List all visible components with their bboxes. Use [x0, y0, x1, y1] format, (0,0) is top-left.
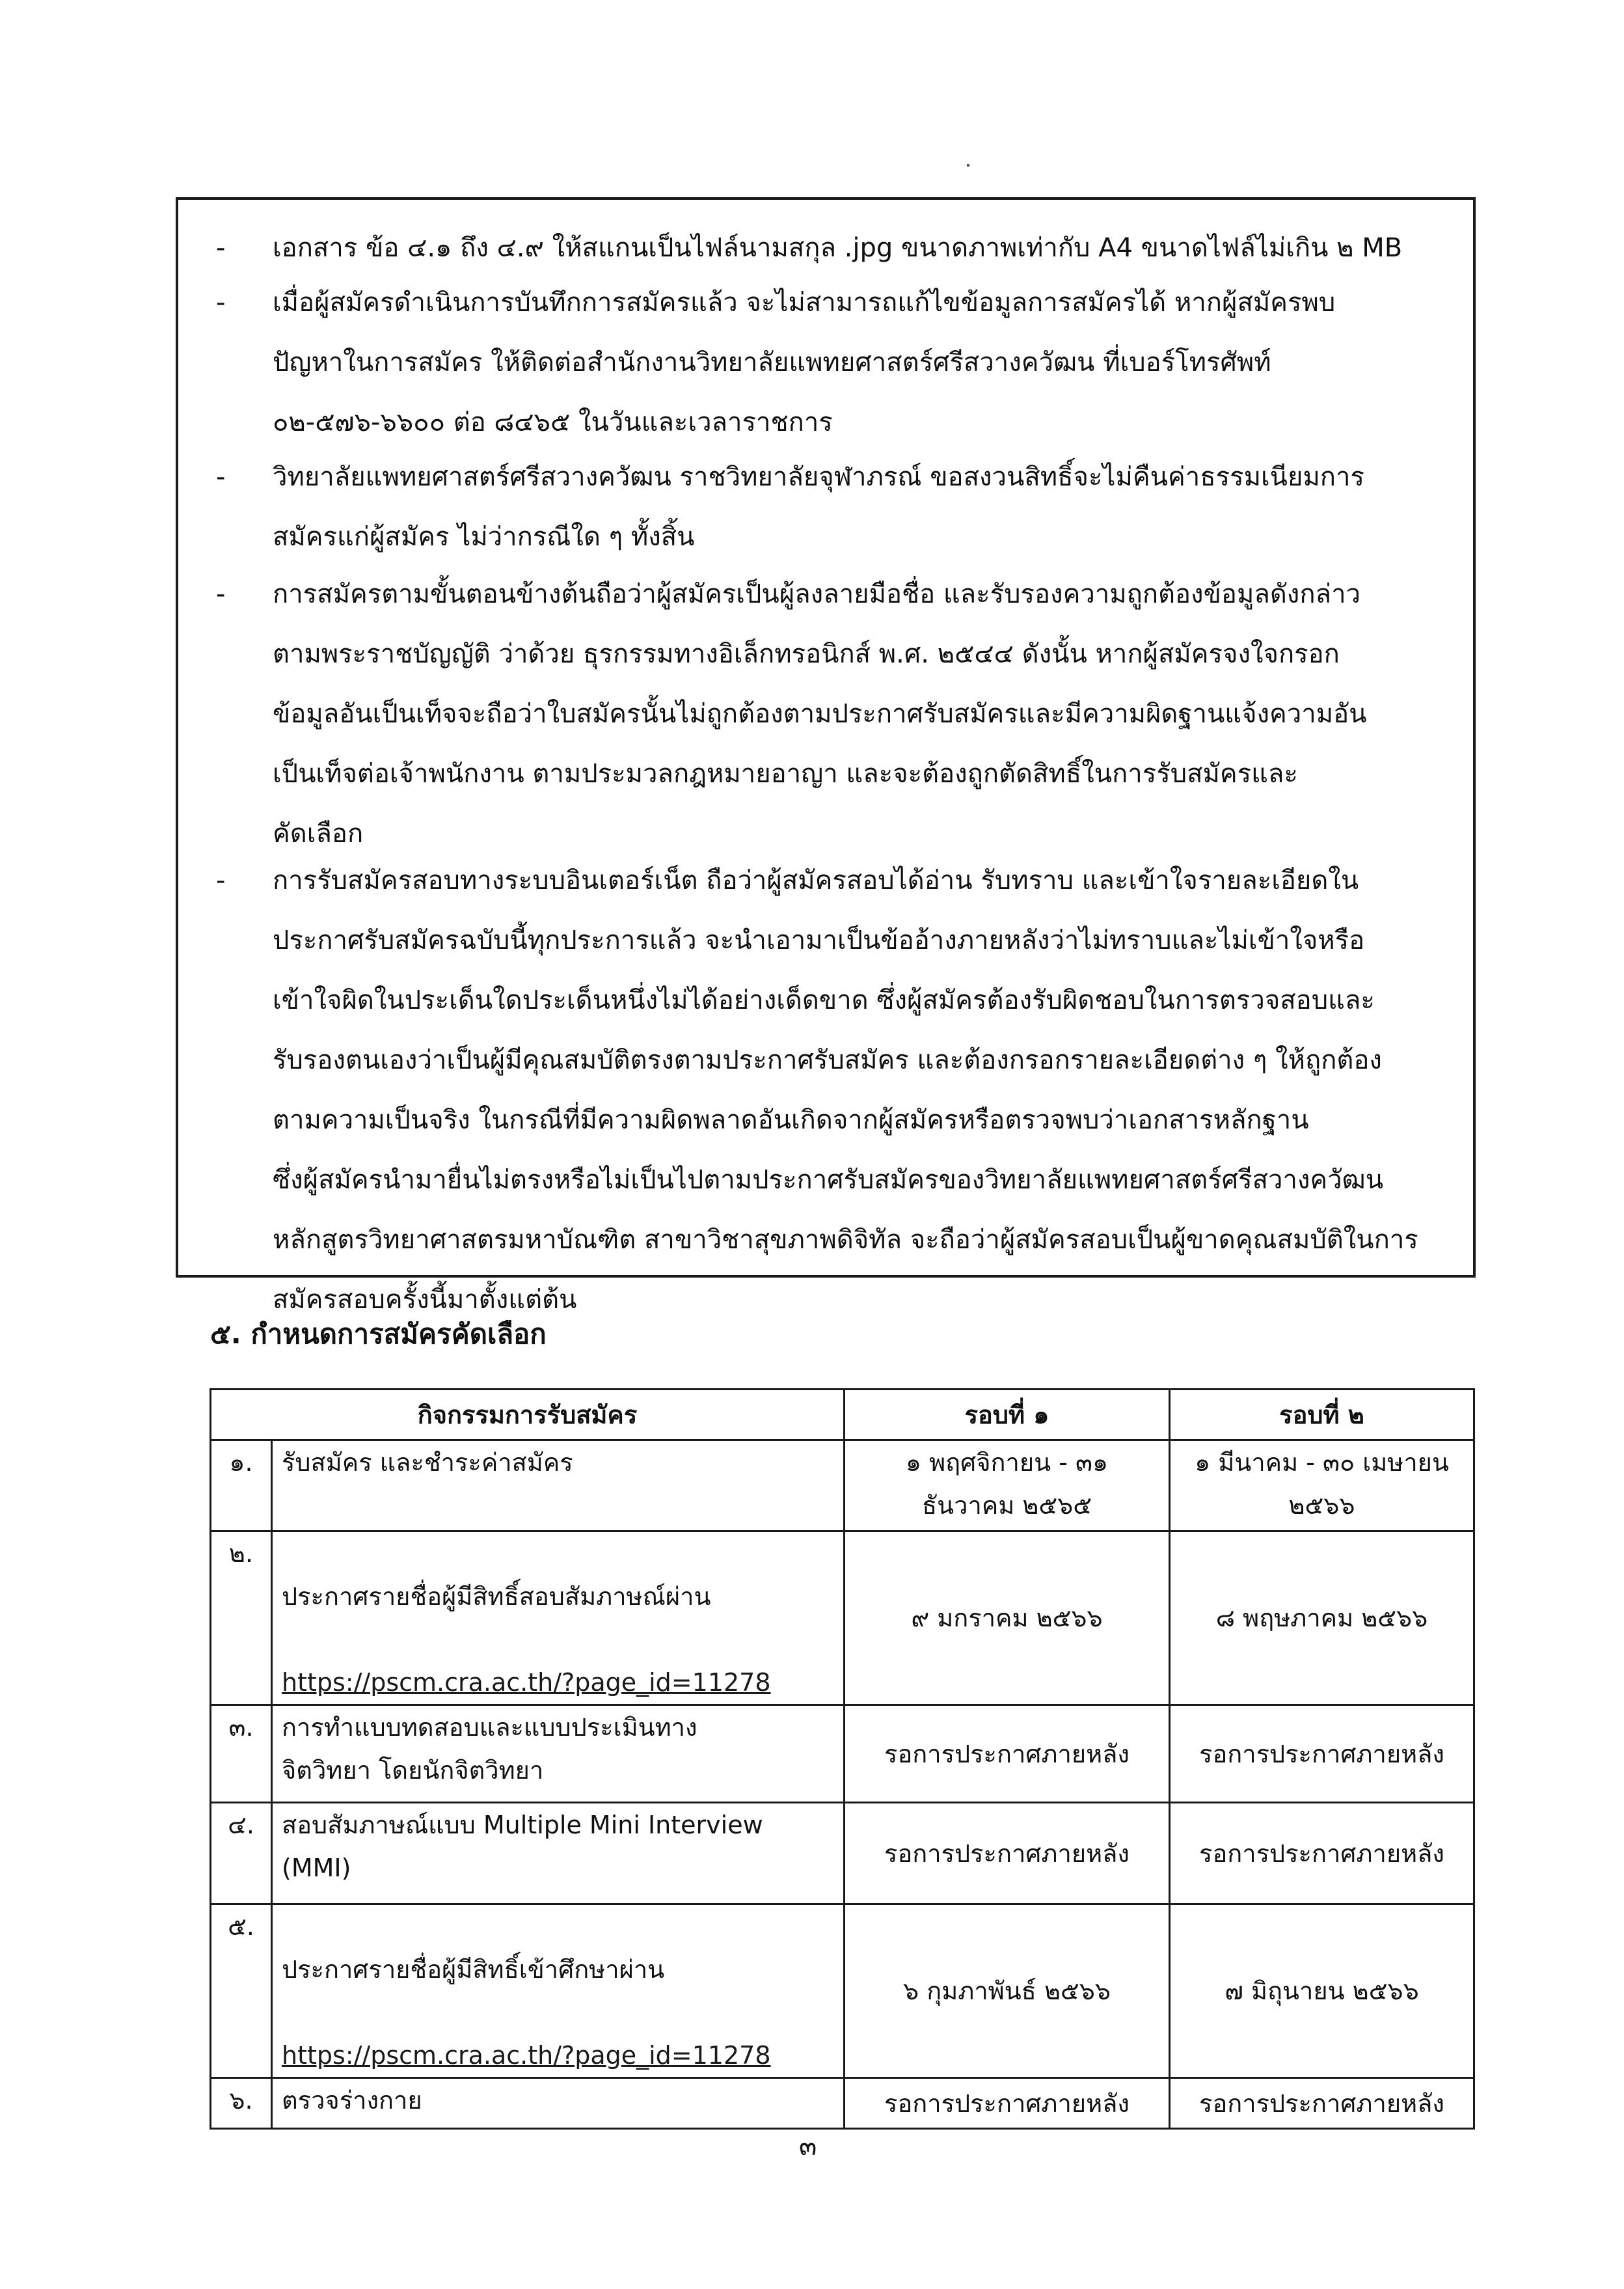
- notes-box: [176, 197, 1476, 1315]
- row-round-1: ๙ มกราคม ๒๕๖๖: [845, 1531, 1170, 1705]
- row-activity: รับสมัคร และชำระค่าสมัคร: [272, 1440, 845, 1531]
- note-text: เมื่อผู้สมัครดำเนินการบันทึกการสมัครแล้ว จะไม่สามารถแก้ไขข้อมูลการสมัครได้ หากผู้สมัครพบ ปัญหาในการสมัคร ให้ติดต่อสำนักงานวิทยาลัยแพทยศาสตร์ศรีสวางควัฒน ที่เบอร์โทรศัพท์ ๐๒-๕๗๖-๖๖๐๐ ต่อ ๘๔๖๕ ในวันและเวลาราชการ: [273, 288, 1336, 437]
- table-row: [211, 1531, 1474, 1705]
- row-round-1: รอการประกาศภายหลัง: [845, 1705, 1170, 1803]
- row-number: ๕.: [211, 1904, 272, 2078]
- scan-speck: [967, 164, 969, 167]
- row-activity: ประกาศรายชื่อผู้มีสิทธิ์เข้าศึกษาผ่าน: [282, 1955, 665, 1984]
- row-round-2: รอการประกาศภายหลัง: [1170, 1705, 1474, 1803]
- row-activity-cell: [272, 1904, 845, 2078]
- note-text: การสมัครตามขั้นตอนข้างต้นถือว่าผู้สมัครเป็นผู้ลงลายมือชื่อ และรับรองความถูกต้องข้อมูลดังกล่าว ตามพระราชบัญญัติ ว่าด้วย ธุรกรรมทางอิเล็กทรอนิกส์ พ.ศ. ๒๕๔๔ ดังนั้น หากผู้สมัครจงใจกรอก ข้อมูลอันเป็นเท็จจะถือว่าใบสมัครนั้นไม่ถูกต้องตามประกาศรับสมัครและมีความผิดฐานแจ้งความอัน เป็นเท็จต่อเจ้าพนักงาน ตามประมวลกฎหมายอาญา และจะต้องถูกตัดสิทธิ์ในการรับสมัครและ คัดเลือก: [273, 579, 1367, 849]
- row-round-2: ๑ มีนาคม - ๓๐ เมษายน ๒๕๖๖: [1170, 1440, 1474, 1531]
- row-round-2: ๘ พฤษภาคม ๒๕๖๖: [1170, 1531, 1474, 1705]
- row-round-1: ๑ พฤศจิกายน - ๓๑ ธันวาคม ๒๕๖๕: [845, 1440, 1170, 1531]
- row-activity: การทำแบบทดสอบและแบบประเมินทาง จิตวิทยา โดยนักจิตวิทยา: [272, 1705, 845, 1803]
- announcement-link[interactable]: https://pscm.cra.ac.th/?page_id=11278: [282, 1668, 771, 1697]
- row-round-2: รอการประกาศภายหลัง: [1170, 1803, 1474, 1904]
- note-text: เอกสาร ข้อ ๔.๑ ถึง ๔.๙ ให้สแกนเป็นไฟล์นามสกุล .jpg ขนาดภาพเท่ากับ A4 ขนาดไฟล์ไม่เกิน ๒ MB: [273, 233, 1403, 263]
- table-row: [211, 2078, 1474, 2129]
- table-row: [211, 1904, 1474, 2078]
- header-round-1: รอบที่ ๑: [845, 1390, 1170, 1440]
- schedule-table: [210, 1388, 1475, 2130]
- row-number: ๖.: [211, 2078, 272, 2129]
- page-number: ๓: [799, 2131, 817, 2161]
- table-row: [211, 1440, 1474, 1531]
- row-activity: ประกาศรายชื่อผู้มีสิทธิ์สอบสัมภาษณ์ผ่าน: [282, 1582, 711, 1611]
- note-bullet: -: [216, 233, 226, 263]
- header-round-2: รอบที่ ๒: [1170, 1390, 1474, 1440]
- note-bullet: -: [216, 579, 226, 609]
- row-round-1: ๖ กุมภาพันธ์ ๒๕๖๖: [845, 1904, 1170, 2078]
- row-round-2: ๗ มิถุนายน ๒๕๖๖: [1170, 1904, 1474, 2078]
- table-row: [211, 1803, 1474, 1904]
- row-round-1: รอการประกาศภายหลัง: [845, 2078, 1170, 2129]
- header-activity: กิจกรรมการรับสมัคร: [211, 1390, 845, 1440]
- row-number: ๒.: [211, 1531, 272, 1705]
- note-bullet: -: [216, 462, 226, 492]
- row-round-1: รอการประกาศภายหลัง: [845, 1803, 1170, 1904]
- table-header-row: [211, 1390, 1474, 1440]
- note-text: วิทยาลัยแพทยศาสตร์ศรีสวางควัฒน ราชวิทยาลัยจุฬาภรณ์ ขอสงวนสิทธิ์จะไม่คืนค่าธรรมเนียมการ สมัครแก่ผู้สมัคร ไม่ว่ากรณีใด ๆ ทั้งสิ้น: [273, 462, 1364, 552]
- row-activity-cell: [272, 1531, 845, 1705]
- announcement-link[interactable]: https://pscm.cra.ac.th/?page_id=11278: [282, 2041, 771, 2070]
- note-bullet: -: [216, 288, 226, 318]
- row-round-2: รอการประกาศภายหลัง: [1170, 2078, 1474, 2129]
- row-activity: สอบสัมภาษณ์แบบ Multiple Mini Interview (MMI): [272, 1803, 845, 1904]
- row-activity: ตรวจร่างกาย: [272, 2078, 845, 2129]
- row-number: ๔.: [211, 1803, 272, 1904]
- row-number: ๓.: [211, 1705, 272, 1803]
- note-text: การรับสมัครสอบทางระบบอินเตอร์เน็ต ถือว่าผู้สมัครสอบได้อ่าน รับทราบ และเข้าใจรายละเอียดใน ประกาศรับสมัครฉบับนี้ทุกประการแล้ว จะนำเอามาเป็นข้ออ้างภายหลังว่าไม่ทราบและไม่เข้าใจหรือ เข้าใจผิดในประเด็นใดประเด็นหนึ่งไม่ได้อย่างเด็ดขาด ซึ่งผู้สมัครต้องรับผิดชอบในการตรวจสอบและ รับรองตนเองว่าเป็นผู้มีคุณสมบัติตรงตามประกาศรับสมัคร และต้องกรอกรายละเอียดต่าง ๆ ให้ถูกต้อง ตามความเป็นจริง ในกรณีที่มีความผิดพลาดอันเกิดจากผู้สมัครหรือตรวจพบว่าเอกสารหลักฐาน ซึ่งผู้สมัครนำมายื่นไม่ตรงหรือไม่เป็นไปตามประกาศรับสมัครของวิทยาลัยแพทยศาสตร์ศรีสวางควัฒน หลักสูตรวิทยาศาสตรมหาบัณฑิต สาขาวิชาสุขภาพดิจิทัล จะถือว่าผู้สมัครสอบเป็นผู้ขาดคุณสมบัติในการ สมัครสอบครั้งนี้มาตั้งแต่ต้น: [273, 866, 1418, 1315]
- table-row: [211, 1705, 1474, 1803]
- section-heading: ๕. กำหนดการสมัครคัดเลือก: [210, 1318, 547, 1350]
- note-bullet: -: [216, 866, 226, 896]
- row-number: ๑.: [211, 1440, 272, 1531]
